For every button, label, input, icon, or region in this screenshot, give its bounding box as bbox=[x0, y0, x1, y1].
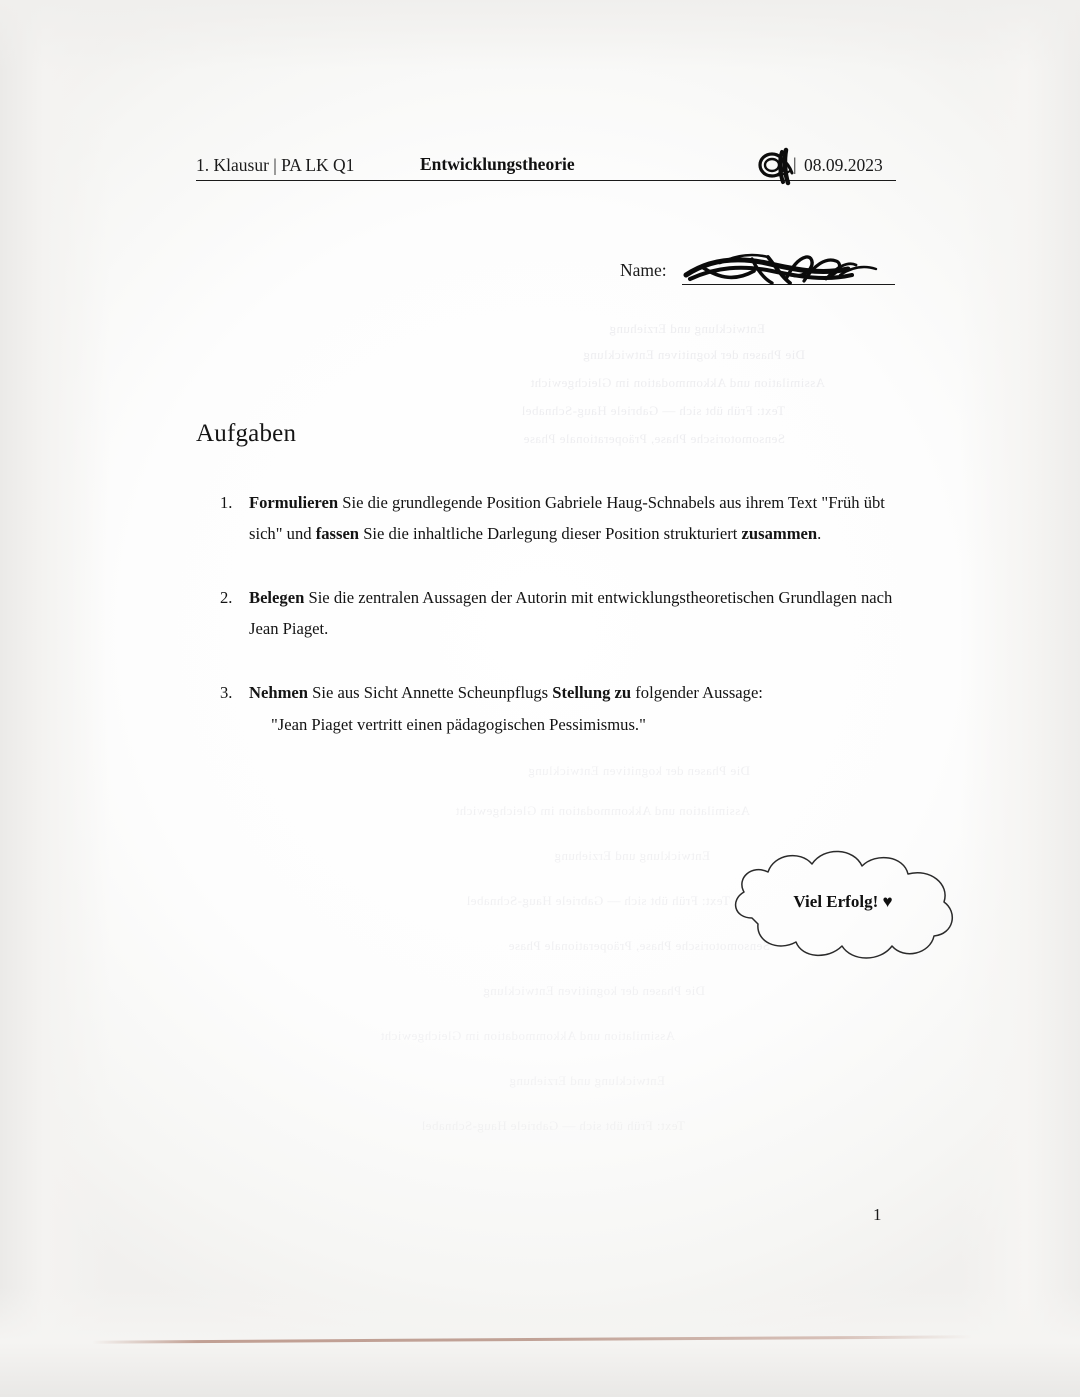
bleed-through-text: Entwicklung und Erziehung bbox=[509, 1073, 665, 1088]
list-item bbox=[196, 677, 896, 740]
task-quote: "Jean Piaget vertritt einen pädagogischen Pessimismus." bbox=[271, 715, 646, 734]
header-separator: | bbox=[793, 154, 797, 174]
handwritten-signature-scribble-icon bbox=[680, 245, 900, 293]
task-bold-mid: Stellung zu bbox=[552, 683, 632, 702]
bleed-through-text: Die Phasen der kognitiven Entwicklung bbox=[582, 347, 805, 362]
bleed-through-text: Die Phasen der kognitiven Entwicklung bbox=[482, 983, 705, 998]
name-label: Name: bbox=[620, 260, 667, 280]
task-text: Sie die zentralen Aussagen der Autorin mit entwicklungstheoretischen Grundlagen nach Jean Piaget. bbox=[249, 588, 893, 638]
bleed-through-text: Text: Früh übt sich — Gabriele Haug-Schnabel bbox=[466, 893, 730, 908]
handwritten-initials-scribble-icon bbox=[756, 144, 802, 188]
bleed-through-text: Die Phasen der kognitiven Entwicklung bbox=[527, 763, 750, 778]
name-field[interactable] bbox=[620, 257, 895, 291]
task-number: 2. bbox=[220, 588, 233, 607]
bleed-through-text: Text: Früh übt sich — Gabriele Haug-Schnabel bbox=[521, 403, 785, 418]
bleed-through-text: Assimilation und Akkommodation im Gleichgewicht bbox=[380, 1028, 675, 1043]
task-bold-end: zusammen bbox=[741, 524, 818, 543]
list-item bbox=[196, 582, 896, 644]
task-bold-lead: Nehmen bbox=[249, 683, 308, 702]
task-bold-lead: Belegen bbox=[249, 588, 305, 607]
document-header bbox=[196, 152, 896, 184]
bleed-through-text: Assimilation und Akkommodation im Gleichgewicht bbox=[530, 375, 825, 390]
cloud-note-text: Viel Erfolg! ♥ bbox=[793, 892, 893, 911]
task-number: 1. bbox=[220, 493, 233, 512]
task-number: 3. bbox=[220, 683, 233, 702]
exam-topic: Entwicklungstheorie bbox=[420, 154, 575, 174]
task-text: . bbox=[817, 524, 822, 543]
task-text: Sie aus Sicht Annette Scheunpflugs bbox=[308, 683, 553, 702]
task-bold-mid: fassen bbox=[315, 524, 360, 543]
task-bold-lead: Formulieren bbox=[249, 493, 339, 512]
cloud-note bbox=[718, 840, 968, 970]
list-item bbox=[196, 487, 896, 549]
page-number: 1 bbox=[873, 1205, 882, 1224]
bleed-through-text: Text: Früh übt sich — Gabriele Haug-Schnabel bbox=[421, 1118, 685, 1133]
exam-date: 08.09.2023 bbox=[804, 155, 883, 175]
page-title: Aufgaben bbox=[196, 420, 297, 447]
task-text: Sie die inhaltliche Darlegung dieser Position strukturiert bbox=[359, 524, 742, 543]
bleed-through-text: Entwicklung und Erziehung bbox=[554, 848, 710, 863]
task-text: Sie die grundlegende Position Gabriele Haug-Schnabels aus ihrem Text "Früh übt sich" und bbox=[249, 493, 885, 543]
bleed-through-text: Entwicklung und Erziehung bbox=[609, 321, 765, 336]
exam-label: 1. Klausur | PA LK Q1 bbox=[196, 155, 355, 175]
task-text: folgender Aussage: bbox=[631, 683, 763, 702]
bleed-through-text: Assimilation und Akkommodation im Gleichgewicht bbox=[455, 803, 750, 818]
bleed-through-text: Sensomotorische Phase, Präoperationale Phase bbox=[523, 431, 785, 446]
task-list bbox=[196, 487, 896, 767]
bleed-through-text: Sensomotorische Phase, Präoperationale Phase bbox=[508, 938, 770, 953]
